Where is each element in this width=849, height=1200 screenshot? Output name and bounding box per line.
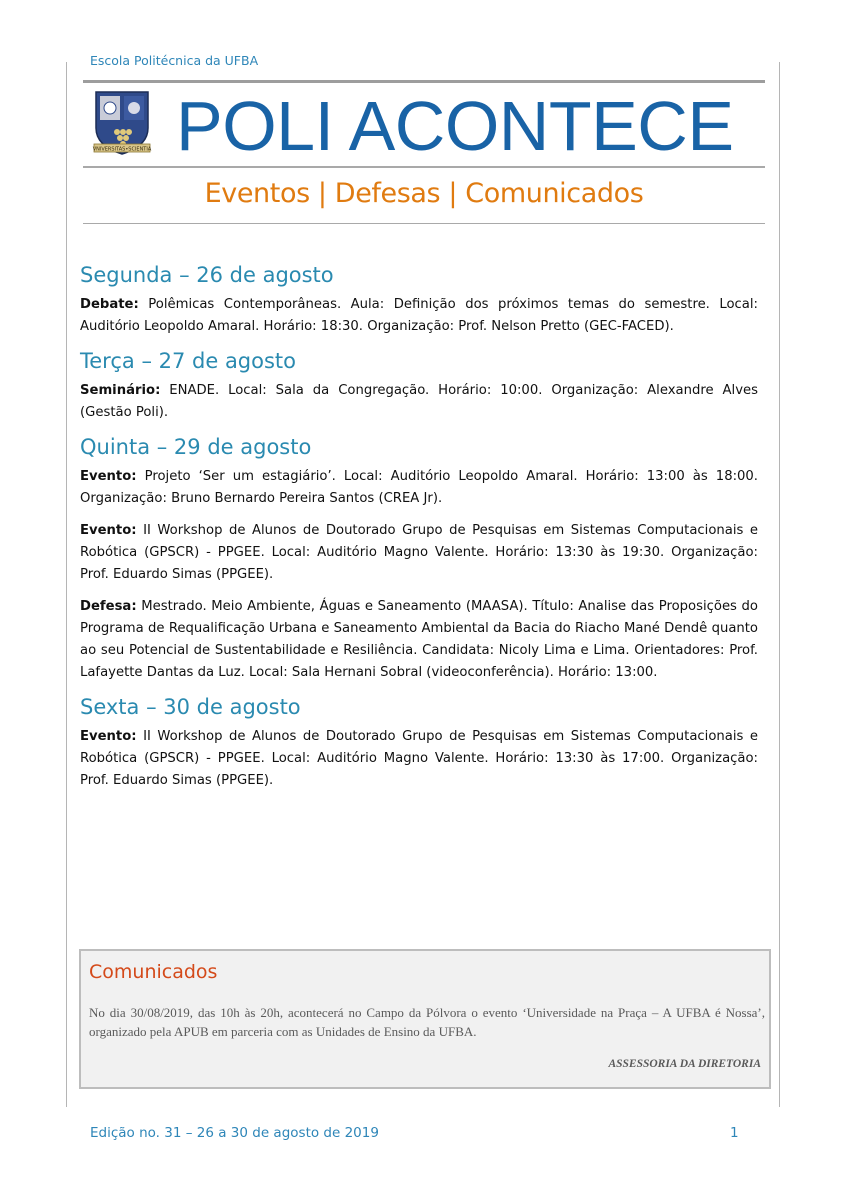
school-name: Escola Politécnica da UFBA [90, 53, 259, 68]
event-label: Defesa: [80, 599, 137, 614]
defense-item [80, 596, 758, 684]
event-text: II Workshop de Alunos de Doutorado Grupo de Pesquisas em Sistemas Computacionais e Robótica (GPSCR) - PPGEE. Local: Auditório Magno Valente. Horário: 13:30 às 19:30. Organização: Prof. Eduardo Simas (PPGEE). [80, 523, 758, 582]
event-label: Evento: [80, 523, 137, 538]
comunicados-signature: ASSESSORIA DA DIRETORIA [608, 1058, 761, 1070]
event-label: Evento: [80, 729, 137, 744]
day-section [80, 434, 758, 684]
edition-footer: Edição no. 31 – 26 a 30 de agosto de 2019 [90, 1125, 379, 1141]
masthead-subtitle: Eventos | Defesas | Comunicados [204, 178, 644, 209]
event-item [80, 466, 758, 510]
day-heading: Terça – 27 de agosto [80, 349, 297, 373]
ufba-crest-logo [92, 88, 152, 156]
event-item [80, 380, 758, 424]
event-item [80, 726, 758, 792]
comunicados-box [79, 949, 771, 1089]
left-border [66, 62, 67, 1107]
event-label: Debate: [80, 297, 139, 312]
middle-rule [83, 166, 765, 168]
event-text: Projeto ‘Ser um estagiário’. Local: Auditório Leopoldo Amaral. Horário: 13:00 às 18:00. Organização: Bruno Bernardo Pereira Santos (CREA Jr). [80, 469, 758, 506]
event-label: Seminário: [80, 383, 161, 398]
day-heading: Quinta – 29 de agosto [80, 435, 312, 459]
event-text: Mestrado. Meio Ambiente, Águas e Saneamento (MAASA). Título: Analise das Proposições do Programa de Requalificação Urbana e Saneamento Ambiental da Bacia do Riacho Mané Dendê quanto ao seu Potencial de Sustentabilidade e Resiliência. Candidata: Nicoly Lima e Lima. Orientadores: Prof. Lafayette Dantas da Luz. Local: Sala Hernani Sobral (videoconferência). Horário: 13:00. [80, 599, 758, 680]
comunicados-title: Comunicados [89, 961, 218, 983]
day-section [80, 262, 758, 338]
day-heading: Sexta – 30 de agosto [80, 695, 301, 719]
day-heading: Segunda – 26 de agosto [80, 263, 334, 287]
event-text: Polêmicas Contemporâneas. Aula: Definição dos próximos temas do semestre. Local: Auditório Leopoldo Amaral. Horário: 18:30. Organização: Prof. Nelson Pretto (GEC-FACED). [80, 297, 758, 334]
crest-motto: VNIVERSITAS•SCIENTIA [92, 146, 152, 153]
event-label: Evento: [80, 469, 137, 484]
right-border [779, 62, 780, 1107]
event-text: ENADE. Local: Sala da Congregação. Horário: 10:00. Organização: Alexandre Alves (Gestão Poli). [80, 383, 758, 420]
bottom-rule [83, 223, 765, 224]
top-rule [83, 80, 765, 83]
day-section [80, 694, 758, 792]
page-number: 1 [730, 1125, 739, 1141]
event-item [80, 520, 758, 586]
event-item [80, 294, 758, 338]
event-text: II Workshop de Alunos de Doutorado Grupo de Pesquisas em Sistemas Computacionais e Robótica (GPSCR) - PPGEE. Local: Auditório Magno Valente. Horário: 13:30 às 17:00. Organização: Prof. Eduardo Simas (PPGEE). [80, 729, 758, 788]
events-list [80, 262, 758, 802]
comunicados-text: No dia 30/08/2019, das 10h às 20h, acontecerá no Campo da Pólvora o evento ‘Universidade na Praça – A UFBA é Nossa’, organizado pela APUB em parceria com as Unidades de Ensino da UFBA. [89, 1005, 765, 1039]
day-section [80, 348, 758, 424]
masthead-title: POLI ACONTECE [176, 87, 734, 165]
